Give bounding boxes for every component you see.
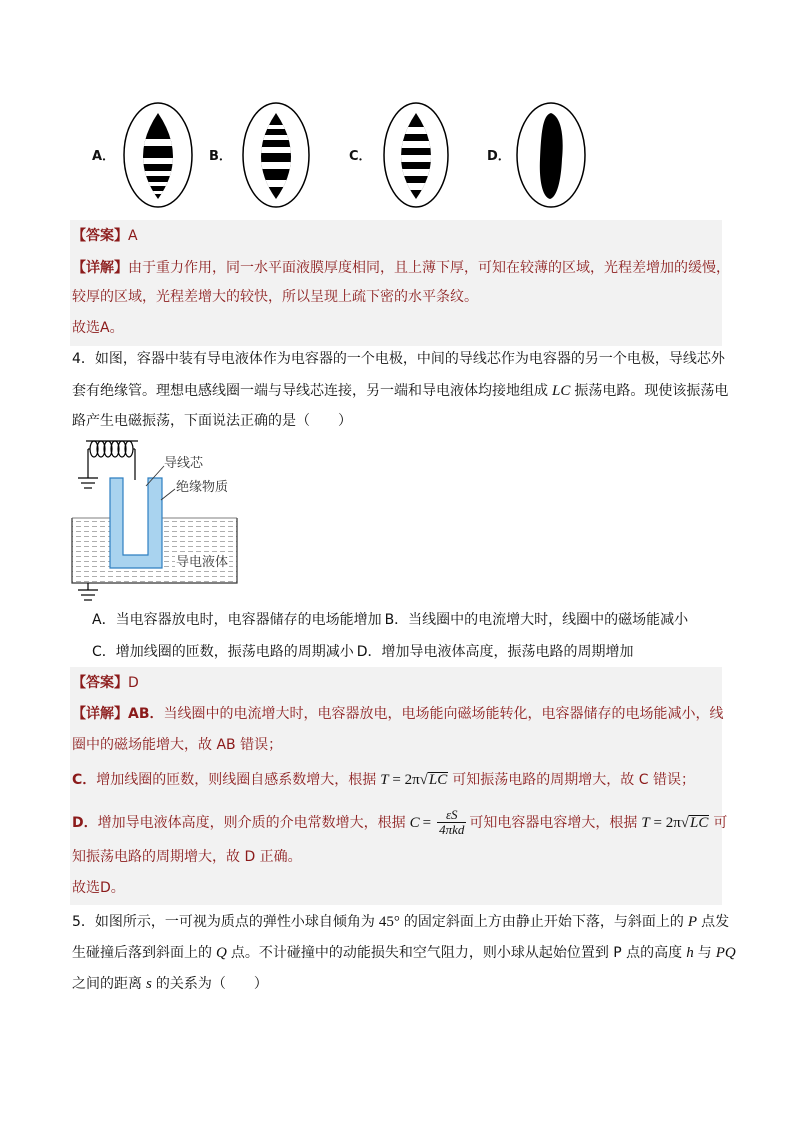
fringe-pattern: [380, 101, 452, 209]
fringe-band: [240, 125, 312, 129]
fringe-band: [122, 139, 194, 146]
q3-explain-line-2: 较厚的区域，光程差增大的较快，所以呈现上疏下密的水平条纹。: [72, 289, 478, 305]
stem-text: 之间的距离: [72, 976, 142, 992]
fraction-numerator: εS: [445, 807, 458, 822]
q3-conclusion: 故选A。: [72, 320, 124, 336]
period-formula: [641, 809, 709, 837]
q3-answer-box: [70, 220, 722, 346]
fringe-band: [122, 182, 194, 186]
answer-label: 【答案】: [72, 228, 128, 244]
fringe-band: [240, 180, 312, 187]
bottom-ground-symbol: [78, 583, 98, 600]
q4-explain-line-3: [72, 770, 695, 790]
fringe-band: [122, 158, 194, 164]
inductor-coil: [86, 441, 138, 457]
q3-option-a-figure: [122, 101, 194, 209]
label-wire-core: 导线芯: [164, 456, 204, 471]
label-conductive-liquid: 导电液体: [176, 555, 229, 570]
period-formula: [380, 772, 448, 788]
answer-value: A: [128, 228, 138, 244]
angle-value: 45°: [378, 914, 400, 930]
q4-option-a: A．当电容器放电时，电容器储存的电场能增加: [92, 612, 382, 628]
explain-text: 当线圈中的电流增大时，电容器放电，电场能向磁场能转化，电容器储存的电场能减小，线: [163, 706, 724, 722]
capacitance-fraction: [437, 808, 466, 837]
explain-prefix: D．: [72, 814, 98, 831]
formula-lhs: T: [641, 814, 650, 831]
explain-text: 可知振荡电路的周期增大，故 C 错误；: [452, 772, 695, 788]
q4-answer-line: [72, 673, 139, 693]
stem-variable-lc: LC: [552, 383, 571, 399]
fringe-band: [380, 141, 452, 148]
stem-text: 的固定斜面上方由静止开始下落，与斜面上的: [403, 914, 684, 930]
height-h: h: [686, 945, 694, 961]
label-insulation: 绝缘物质: [176, 480, 229, 495]
q3-option-d-figure: [515, 101, 587, 209]
distance-s: s: [146, 976, 152, 992]
answer-label: 【答案】: [72, 675, 128, 691]
fringe-pattern: [122, 101, 194, 209]
q4-stem-line-2: [72, 381, 728, 401]
sqrt: [681, 809, 710, 837]
q5-stem-line-1: [72, 912, 729, 932]
q5-stem-line-3: [72, 974, 268, 994]
sqrt: [420, 770, 449, 790]
q4-explain-line-5: 知振荡电路的周期增大，故 D 正确。: [72, 849, 302, 865]
fringe-band: [240, 135, 312, 140]
wire-core: [123, 478, 148, 555]
stem-text: 生碰撞后落到斜面上的: [72, 945, 212, 961]
q4-option-c: C．增加线圈的匝数，振荡电路的周期减小: [92, 644, 354, 660]
q3-explain-line-1: [72, 258, 730, 278]
stem-text: 5．如图所示，一可视为质点的弹性小球自倾角为: [72, 914, 375, 930]
q3-option-c-label: C．: [349, 149, 372, 164]
q3-option-b-figure: [240, 101, 312, 209]
fringe-band: [122, 171, 194, 176]
formula-rhs: = 2π: [653, 814, 681, 831]
explain-text: 由于重力作用，同一水平面液膜厚度相同，且上薄下厚，可知在较薄的区域，光程差增加的缓慢，: [128, 260, 730, 276]
stem-text: 振荡电路。现使该振荡电: [574, 383, 729, 399]
formula-rhs: = 2π: [392, 772, 420, 788]
q3-answer-line: [72, 226, 138, 246]
radicand: LC: [428, 772, 448, 788]
insulation-leader-line: [161, 489, 175, 500]
fringe-pattern: [240, 101, 312, 209]
radical-sign: √: [680, 814, 690, 831]
stem-text: 套有绝缘管。理想电感线圈一端与导线芯连接，另一端和导电液体均接地组成: [72, 383, 548, 399]
q3-option-c-figure: [380, 101, 452, 209]
explain-text: 增加线圈的匝数，则线圈自感系数增大，根据: [96, 772, 377, 788]
q4-explain-line-4: [72, 808, 727, 837]
q4-capacitor-diagram: [68, 434, 240, 604]
stem-text: 点发: [701, 914, 730, 930]
fraction-denominator: 4πkd: [439, 822, 465, 837]
fringe-band: [380, 127, 452, 134]
explain-prefix: C．: [72, 772, 97, 788]
capacitance-lhs: C: [409, 814, 420, 831]
fringe-band: [122, 191, 194, 194]
stem-text: 与: [697, 945, 712, 961]
q3-option-d-label: D．: [487, 149, 511, 164]
explain-label: 【详解】: [72, 706, 128, 722]
explain-prefix: AB．: [128, 706, 164, 722]
point-q: Q: [216, 945, 227, 961]
fringe-band: [380, 155, 452, 162]
point-p: P: [687, 914, 698, 930]
radical-sign: √: [419, 772, 428, 788]
q4-options-row-2: [92, 642, 634, 662]
q4-explain-line-2: 圈中的磁场能增大，故 AB 错误；: [72, 737, 283, 753]
q4-conclusion: 故选D。: [72, 880, 125, 896]
q4-explain-line-1: [72, 704, 724, 724]
capacitance-eq: =: [422, 814, 432, 831]
explain-label: 【详解】: [72, 260, 128, 276]
segment-pq: PQ: [715, 945, 736, 961]
explain-text: 增加导电液体高度，则介质的介电常数增大，根据: [97, 814, 406, 831]
fringe-band: [240, 162, 312, 169]
q4-stem-line-1: [72, 349, 725, 369]
q5-stem-line-2: [72, 943, 740, 963]
stem-text: 4．如图，容器中装有导电液体作为电容器的一个电极，中间的导线芯作为电容器的另一个电极，导线芯外: [72, 351, 725, 367]
stem-text: 点。不计碰撞中的动能损失和空气阻力，则小球从起始位置到 P 点的高度: [230, 945, 683, 961]
q3-option-b-label: B．: [209, 149, 232, 164]
explain-text: 可知电容器电容增大，根据: [469, 814, 638, 831]
explain-text: 可: [713, 814, 728, 831]
fringe-band: [240, 147, 312, 153]
top-ground-symbol: [78, 449, 98, 488]
formula-lhs: T: [380, 772, 389, 788]
q4-option-d: D．增加导电液体高度，振荡电路的周期增加: [356, 644, 634, 660]
q4-option-b: B．当线圈中的电流增大时，线圈中的磁场能减小: [384, 612, 689, 628]
fringe-band: [380, 169, 452, 176]
answer-value: D: [128, 675, 139, 691]
q3-option-a-label: A．: [92, 149, 116, 164]
q4-stem-line-3: 路产生电磁振荡，下面说法正确的是（ ）: [72, 413, 352, 429]
radicand: LC: [690, 814, 709, 831]
stem-text: 的关系为（ ）: [155, 976, 268, 992]
q4-options-row-1: [92, 610, 688, 630]
solid-blob: [540, 113, 563, 199]
